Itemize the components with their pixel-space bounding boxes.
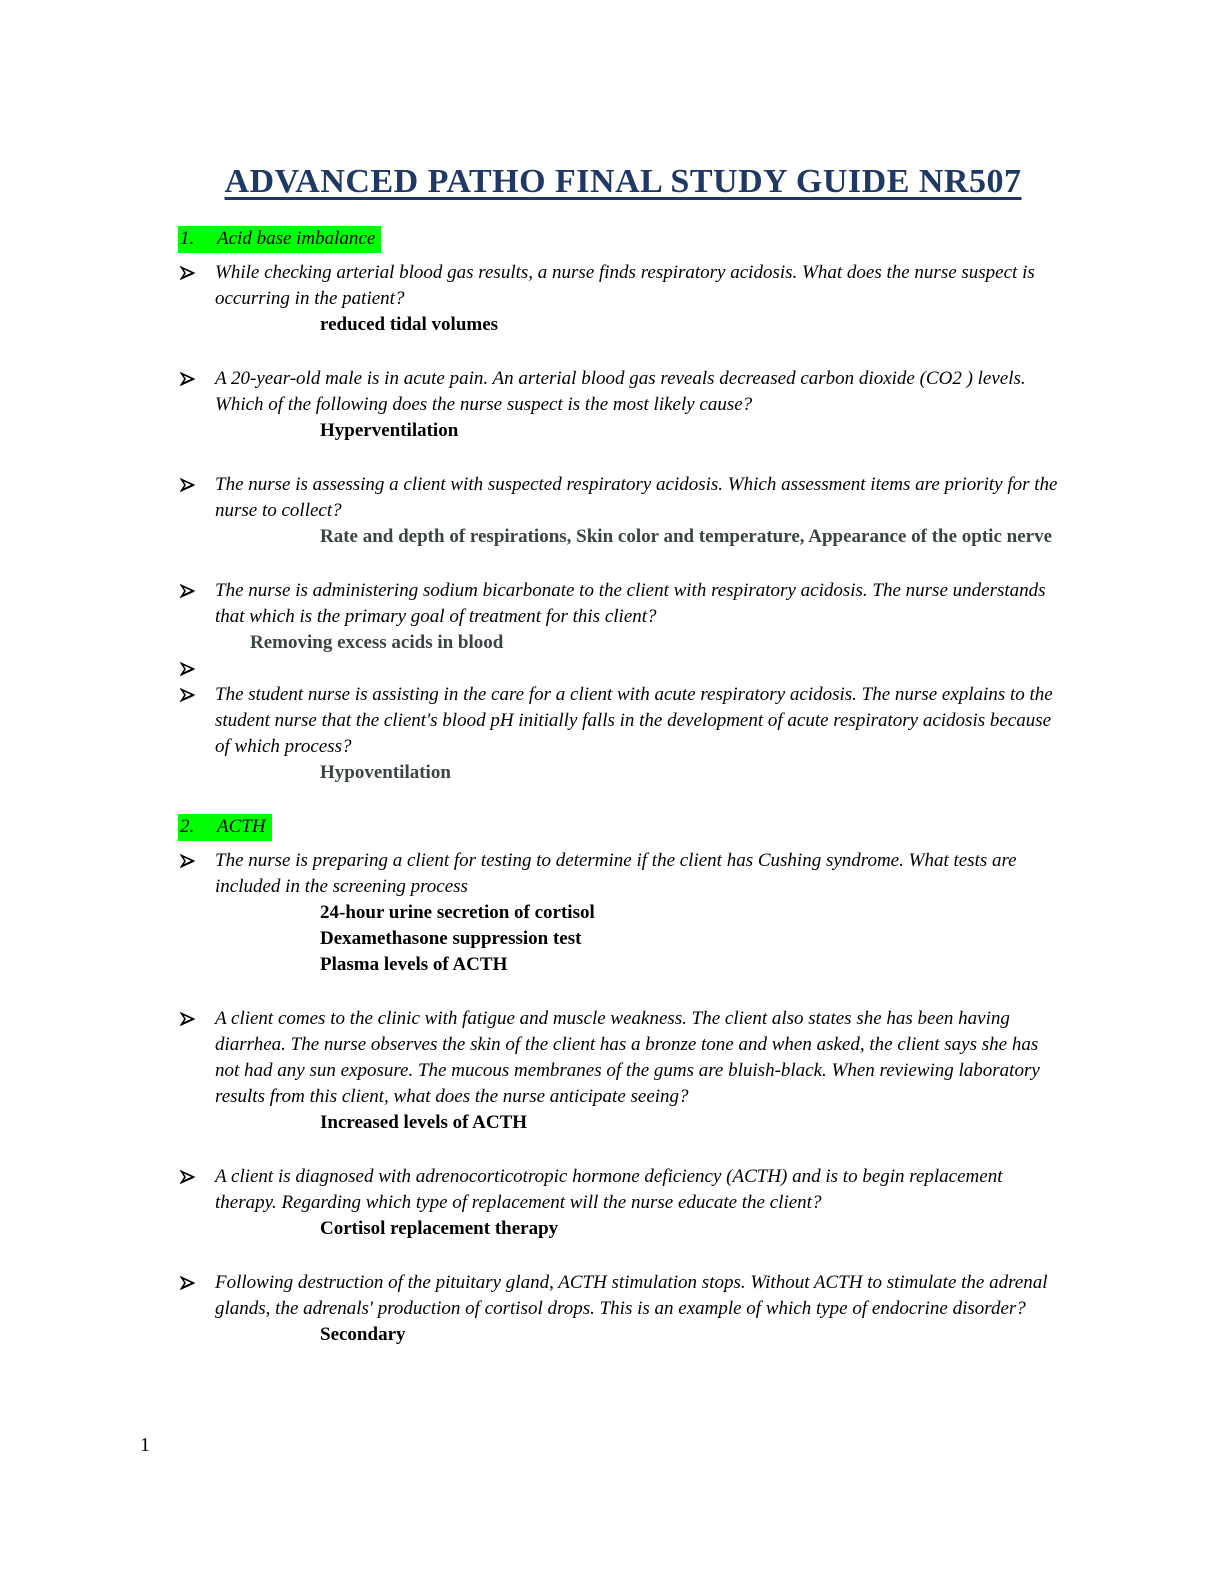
question-row	[180, 1006, 1066, 1110]
question-row	[180, 1164, 1066, 1216]
arrow-bullet-icon	[180, 1164, 215, 1216]
question-block	[180, 682, 1066, 786]
answer-line: Increased levels of ACTH	[320, 1112, 528, 1133]
question-text: A client comes to the clinic with fatigue and muscle weakness. The client also states she has been having diarrhea. The nurse observes the skin of the client has a bronze tone and when asked, the client says she has not had any sun exposure. The mucous membranes of the gums are bluish-black. When reviewing laboratory results from this client, what does the nurse anticipate seeing?	[215, 1008, 1040, 1107]
question-block	[180, 260, 1066, 338]
question-row	[180, 260, 1066, 312]
question-block	[180, 578, 1066, 682]
answer-list	[215, 1110, 1066, 1136]
question-row	[180, 578, 1066, 630]
arrow-bullet-icon	[180, 1006, 215, 1110]
question-text: The student nurse is assisting in the care for a client with acute respiratory acidosis. The nurse explains to the student nurse that the client's blood pH initially falls in the development of acute respiratory acidosis because of which process?	[215, 684, 1053, 757]
section-number: 2.	[180, 816, 195, 837]
answer-line: Cortisol replacement therapy	[320, 1218, 559, 1239]
answer-line: reduced tidal volumes	[320, 314, 499, 335]
question-row	[180, 366, 1066, 418]
section-title: ACTH	[217, 816, 266, 837]
arrow-bullet-icon	[180, 1270, 215, 1322]
question-text: A client is diagnosed with adrenocorticotropic hormone deficiency (ACTH) and is to begin replacement therapy. Regarding which type of replacement will the nurse educate the client?	[215, 1166, 1003, 1213]
page-title-text: ADVANCED PATHO FINAL STUDY GUIDE NR507	[224, 163, 1022, 200]
answer-line: Dexamethasone suppression test	[320, 928, 582, 949]
answer-line: 24-hour urine secretion of cortisol	[320, 902, 595, 923]
answer-line: Secondary	[320, 1324, 406, 1345]
document-content	[180, 160, 1066, 1376]
question-text: The nurse is administering sodium bicarbonate to the client with respiratory acidosis. The nurse understands that which is the primary goal of treatment for this client?	[215, 580, 1046, 627]
question-block	[180, 1164, 1066, 1242]
question-row	[180, 1270, 1066, 1322]
answer-list	[215, 760, 1066, 786]
answer-line: Removing excess acids in blood	[250, 632, 504, 653]
arrow-bullet-icon	[180, 682, 215, 760]
question-block	[180, 1006, 1066, 1136]
answer-list	[215, 524, 1066, 550]
section-title: Acid base imbalance	[217, 228, 376, 249]
answer-line: Hyperventilation	[320, 420, 459, 441]
section-heading-2	[180, 814, 1066, 841]
arrow-bullet-icon	[180, 848, 215, 900]
answer-line: Hypoventilation	[320, 762, 451, 783]
highlight-strip	[178, 814, 272, 841]
question-text: While checking arterial blood gas results, a nurse finds respiratory acidosis. What does the nurse suspect is occurring in the patient?	[215, 262, 1035, 309]
question-block	[180, 472, 1066, 550]
section-heading-1	[180, 226, 1066, 253]
arrow-bullet-icon	[180, 578, 215, 630]
answer-list	[215, 1216, 1066, 1242]
answer-list	[215, 630, 1066, 656]
question-text: Following destruction of the pituitary gland, ACTH stimulation stops. Without ACTH to stimulate the adrenal glands, the adrenals' production of cortisol drops. This is an example of which type of endocrine disorder?	[215, 1272, 1048, 1319]
question-block	[180, 1270, 1066, 1348]
answer-line: Plasma levels of ACTH	[320, 954, 508, 975]
answer-list	[215, 312, 1066, 338]
page-title	[180, 160, 1066, 204]
arrow-bullet-icon	[180, 260, 215, 312]
empty-bullet-row	[180, 656, 1066, 682]
question-row	[180, 848, 1066, 900]
answer-list	[215, 900, 1066, 978]
arrow-bullet-icon	[180, 472, 215, 524]
question-row	[180, 682, 1066, 760]
question-block	[180, 848, 1066, 978]
answer-list	[215, 1322, 1066, 1348]
answer-line: Rate and depth of respirations, Skin color and temperature, Appearance of the optic nerve	[320, 526, 1053, 547]
arrow-bullet-icon	[180, 366, 215, 418]
page-number: 1	[140, 1434, 150, 1456]
question-text: The nurse is assessing a client with suspected respiratory acidosis. Which assessment items are priority for the nurse to collect?	[215, 474, 1058, 521]
question-row	[180, 472, 1066, 524]
highlight-strip	[178, 226, 381, 253]
question-block	[180, 366, 1066, 444]
question-text: The nurse is preparing a client for testing to determine if the client has Cushing syndrome. What tests are included in the screening process	[215, 850, 1017, 897]
section-number: 1.	[180, 228, 195, 249]
answer-list	[215, 418, 1066, 444]
arrow-bullet-icon	[180, 661, 215, 677]
question-text: A 20-year-old male is in acute pain. An arterial blood gas reveals decreased carbon dioxide (CO2 ) levels. Which of the following does the nurse suspect is the most likely cause?	[215, 368, 1026, 415]
